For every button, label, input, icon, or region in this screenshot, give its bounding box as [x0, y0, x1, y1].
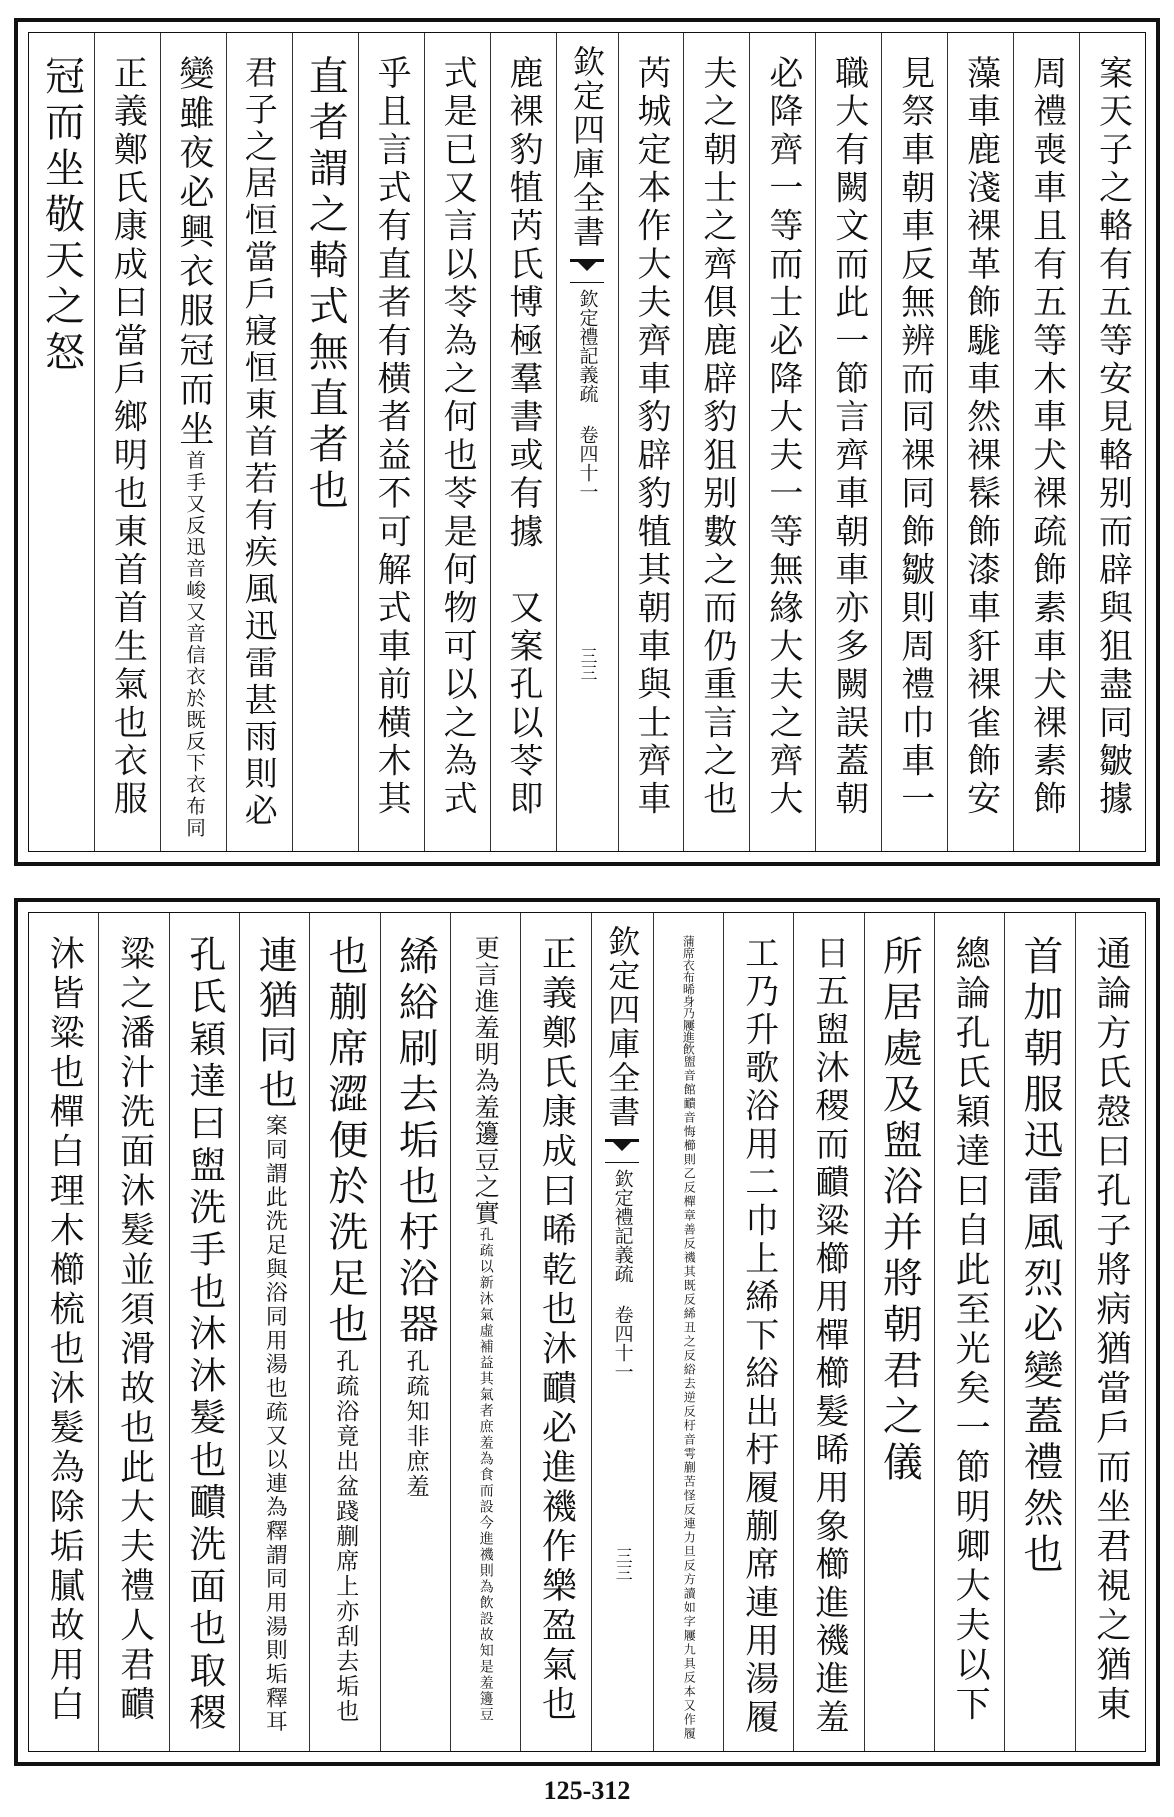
column-annotation: 盥音館靧音悔櫛則乙反樿章善反禨其既反絺丑之反綌去逆反杅音雩蒯苦怪反連力旦反方讀如字屨九具反本又作履 [682, 1055, 697, 1741]
text-column [618, 33, 684, 851]
text-column [934, 913, 1004, 1751]
column-main-text: 式是已又言以苓為之何也苓是何物可以之為式 [437, 55, 478, 819]
column-main-text: 案天子之輅有五等安見輅别而辟與狙盡同皺據 [1092, 55, 1133, 819]
text-column [815, 33, 881, 851]
text-column [1013, 33, 1079, 851]
column-main-text: 藻車鹿淺裸革飾駹車然裸髹飾漆車豻裸雀飾安 [960, 55, 1001, 819]
text-column [292, 33, 358, 851]
column-annotation: 首手又反迅音峻又音信衣於既反下衣布同 [182, 450, 206, 839]
text-column [947, 33, 1013, 851]
column-main-text: 工乃升歌浴用二巾上絺下綌出杅履蒯席連用湯履 [738, 935, 779, 1738]
text-column [160, 33, 226, 851]
text-column [864, 913, 934, 1751]
column-main-text: 變雖夜必興衣服冠而坐 [173, 55, 214, 450]
column-main-text: 沐皆粱也樿白理木櫛梳也沐髮為除垢膩故用白 [44, 935, 85, 1725]
column-annotation: 孔疏知非庶羞 [402, 1349, 429, 1499]
text-column [683, 33, 749, 851]
text-column [226, 33, 292, 851]
bottom-page-frame [14, 898, 1160, 1766]
book-volume-label: 欽定禮記義疏 卷四十一 [576, 289, 599, 501]
text-column [1079, 33, 1145, 851]
center-gutter [591, 913, 653, 1751]
column-main-text: 連猶同也 [252, 935, 298, 1114]
column-annotation: 孔疏浴竟出盆踐蒯席上亦刮去垢也 [332, 1349, 359, 1724]
text-column [169, 913, 239, 1751]
folio-number: 三三 [611, 1547, 632, 1581]
column-main-text: 絺綌刷去垢也杅浴器 [392, 935, 439, 1349]
top-page-inner-border [28, 32, 1146, 852]
text-column [1075, 913, 1145, 1751]
text-column [98, 913, 168, 1751]
column-main-text: 更言進羞明為羞籩豆之實 [471, 935, 501, 1227]
column-main-text: 首加朝服迅雷風烈必變蓋禮然也 [1017, 935, 1063, 1579]
top-page-columns [29, 33, 1145, 851]
column-main-text: 所居處及盥浴并將朝君之儀 [876, 935, 923, 1487]
text-column [723, 913, 793, 1751]
page-number: 125-312 [543, 1776, 631, 1805]
column-main-text: 粱之潘汁洗面沐髮並須滑故也此大夫禮人君靧 [114, 935, 155, 1725]
text-column [749, 33, 815, 851]
column-annotation: 案同謂此洗足與浴同用湯也疏又以連為釋謂同用湯則垢釋耳 [262, 1113, 288, 1734]
text-column [309, 913, 379, 1751]
library-title: 欽定四庫全書 [603, 925, 642, 1129]
text-column [380, 913, 450, 1751]
text-column [358, 33, 424, 851]
top-page-frame [14, 18, 1160, 866]
book-volume-label: 欽定禮記義疏 卷四十一 [611, 1169, 634, 1381]
column-main-text: 孔氏穎達曰盥洗手也沐沐髮也靧洗面也取稷 [182, 935, 226, 1735]
text-column [239, 913, 309, 1751]
text-column [29, 913, 98, 1751]
column-main-text: 職大有闕文而此一節言齊車朝車亦多闕誤蓋朝 [828, 55, 869, 819]
column-main-text: 也蒯席澀便於洗足也 [322, 935, 369, 1349]
column-annotation: 孔疏以新沐氣虛補益其氣者庶羞為食而設今進禨則為飲設故知是羞籩豆 [477, 1226, 494, 1723]
column-main-text: 冠而坐敬天之怒 [38, 55, 85, 377]
column-main-text: 芮城定本作大夫齊車豹辟豹犆其朝車與士齊車 [630, 55, 671, 819]
library-title: 欽定四庫全書 [568, 45, 606, 249]
text-column [653, 913, 723, 1751]
column-main-text: 夫之朝士之齊俱鹿辟豹狙别數之而仍重言之也 [696, 55, 737, 819]
column-main-text: 蒲席衣布晞身乃屨進飲 [681, 935, 696, 1055]
fish-tail-mark-icon [605, 1139, 639, 1163]
column-main-text: 周禮喪車且有五等木車犬裸疏飾素車犬裸素飾 [1026, 55, 1067, 819]
column-main-text: 君子之居恒當戶寢恒東首若有疾風迅雷甚雨則必 [239, 55, 279, 830]
column-main-text: 總論孔氏穎達曰自此至光矣一節明卿大夫以下 [950, 935, 991, 1725]
column-main-text: 必降齊一等而士必降大夫一等無緣大夫之齊大 [762, 55, 803, 819]
column-main-text: 見祭車朝車反無辨而同裸同飾皺則周禮巾車一 [894, 55, 935, 819]
bottom-page-columns [29, 913, 1145, 1751]
center-gutter [556, 33, 618, 851]
column-main-text: 正義鄭氏康成曰當戶鄉明也東首首生氣也衣服 [107, 55, 148, 819]
column-main-text: 日五盥沐稷而靧粱櫛用樿櫛髮晞用象櫛進禨進羞 [809, 935, 850, 1738]
text-column [793, 913, 863, 1751]
text-column [490, 33, 556, 851]
text-column [29, 33, 94, 851]
fish-tail-mark-icon [570, 259, 604, 283]
folio-number: 三三 [576, 647, 597, 681]
column-main-text: 乎且言式有直者有横者益不可解式車前横木其 [371, 55, 412, 819]
text-column [881, 33, 947, 851]
column-main-text: 正義鄭氏康成曰晞乾也沐靧必進禨作樂盈氣也 [536, 935, 577, 1725]
column-main-text: 通論方氏慤曰孔子將病猶當戶而坐君視之猶東 [1090, 935, 1131, 1725]
text-column [450, 913, 520, 1751]
text-column [424, 33, 490, 851]
bottom-page-inner-border [28, 912, 1146, 1752]
column-main-text: 直者謂之輢式無直者也 [302, 55, 349, 515]
column-main-text: 鹿裸豹犆芮氏博極羣書或有據 又案孔以苓即 [503, 55, 544, 819]
text-column [1004, 913, 1074, 1751]
text-column [520, 913, 590, 1751]
text-column [94, 33, 160, 851]
